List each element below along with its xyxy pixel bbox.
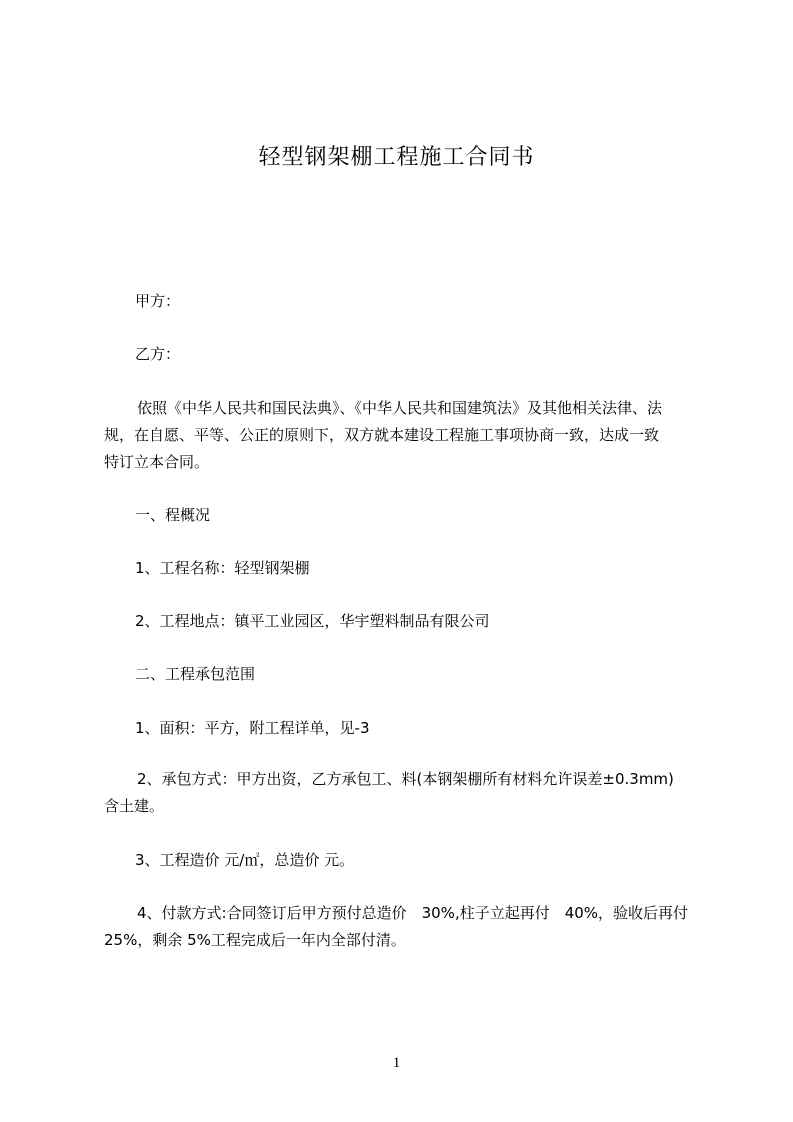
payment-method-line-1: 4、付款方式:合同签订后甲方预付总造价 30%,柱子立起再付 40%，验收后再付: [137, 904, 689, 922]
project-cost-item: 3、工程造价 元/㎡，总造价 元。: [135, 851, 355, 869]
payment-method-paragraph: [104, 900, 702, 954]
preamble-line-2: 规，在自愿、平等、公正的原则下，双方就本建设工程施工事项协商一致，达成一致: [104, 426, 660, 444]
preamble-paragraph: [104, 395, 702, 476]
contract-method-line-1: 2、承包方式：甲方出资，乙方承包工、料(本钢架棚所有材料允许误差±0.3mm): [137, 770, 674, 788]
project-name-item: 1、工程名称：轻型钢架棚: [135, 559, 310, 577]
party-a-label: 甲方：: [135, 292, 181, 310]
document-title: 轻型钢架棚工程施工合同书: [258, 145, 535, 170]
payment-method-line-2: 25%，剩余 5%工程完成后一年内全部付清。: [104, 931, 406, 949]
contract-method-line-2: 含土建。: [104, 797, 165, 815]
area-item: 1、面积：平方，附工程详单，见-3: [135, 719, 370, 737]
page-number: 1: [392, 1055, 401, 1071]
party-b-label: 乙方：: [135, 345, 181, 363]
section-2-heading: 二、工程承包范围: [135, 665, 256, 683]
project-location-item: 2、工程地点：镇平工业园区，华宇塑料制品有限公司: [135, 612, 490, 630]
preamble-line-3: 特订立本合同。: [104, 453, 210, 471]
section-1-heading: 一、程概况: [135, 506, 211, 524]
preamble-line-1: 依照《中华人民共和国民法典》、《中华人民共和国建筑法》及其他相关法律、法: [137, 399, 663, 417]
contract-method-paragraph: [104, 766, 702, 820]
